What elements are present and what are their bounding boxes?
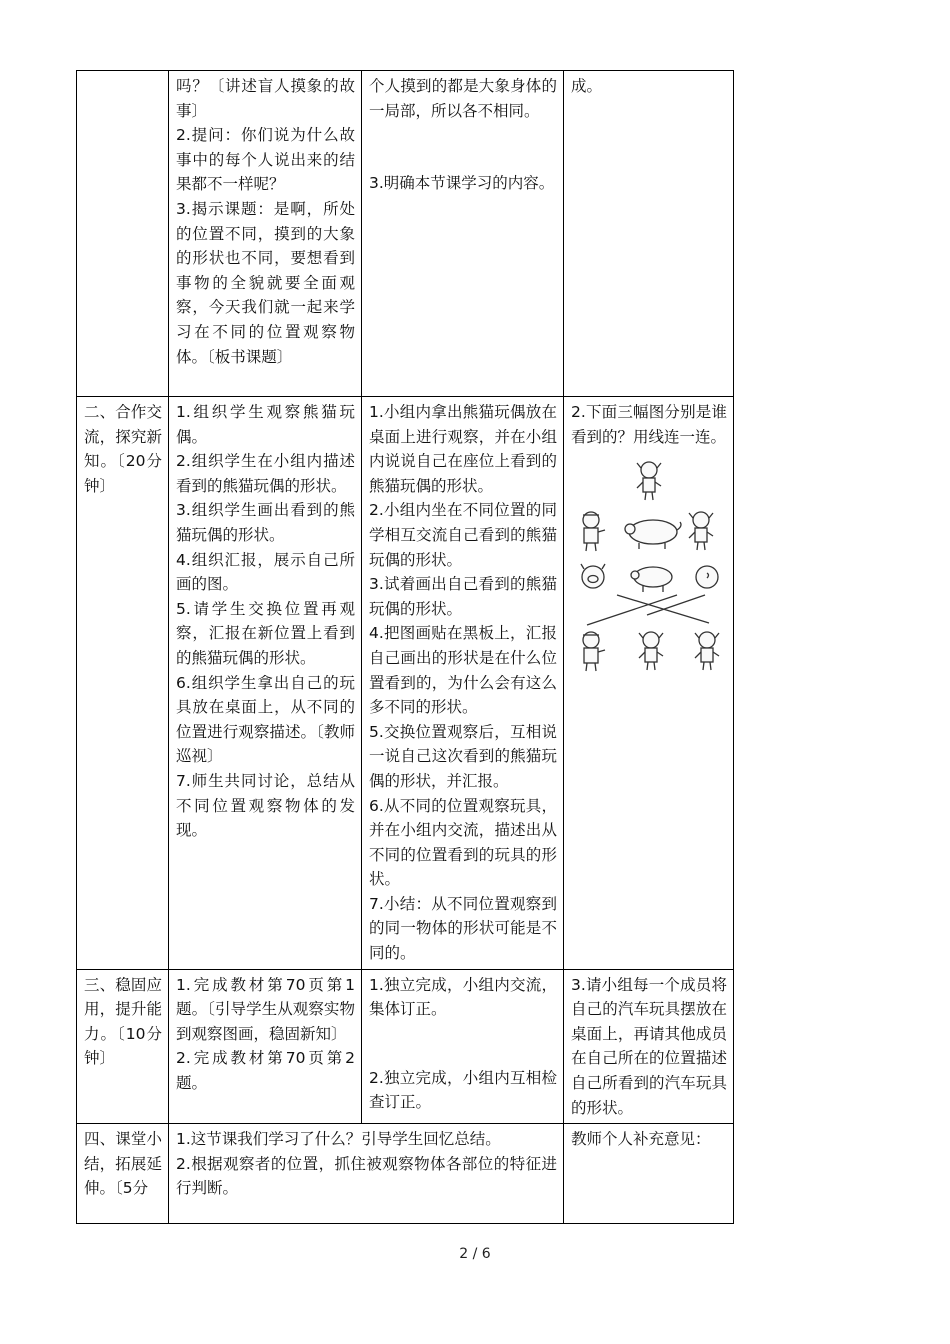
teacher-step: 1.组织学生观察熊猫玩偶。 xyxy=(176,403,355,446)
exercise-cell xyxy=(564,1124,734,1224)
exercise-cell xyxy=(564,397,734,970)
boy-figure-icon xyxy=(583,632,605,671)
boy-figure-icon xyxy=(583,512,605,551)
exercise-cell xyxy=(564,969,734,1124)
teacher-step: 5.请学生交换位置再观察，汇报在新位置上看到的熊猫玩偶的形状。 xyxy=(176,599,355,667)
student-step: 2.独立完成，小组内互相检查订正。 xyxy=(369,1068,557,1112)
student-step: 6.从不同的位置观察玩具，并在小组内交流，描述出从不同的位置看到的玩具的形状。 xyxy=(369,796,557,889)
summary-step: 2.根据观察者的位置，抓住被观察物体各部位的特征进行判断。 xyxy=(176,1154,557,1198)
exercise-text: 2.下面三幅图分别是谁看到的？用线连一连。 xyxy=(571,403,727,446)
stage-cell xyxy=(77,397,169,970)
student-step: 3.明确本节课学习的内容。 xyxy=(369,174,555,193)
teacher-step: 4.组织汇报，展示自己所画的图。 xyxy=(176,550,355,594)
teacher-step: 2.完成教材第70页第2题。 xyxy=(176,1049,355,1093)
teacher-step: 6.组织学生拿出自己的玩具放在桌面上，从不同的位置进行观察描述。〔教师巡视〕 xyxy=(176,673,355,766)
pig-icon xyxy=(625,520,681,549)
teacher-step: 吗？〔讲述盲人摸象的故事〕 xyxy=(176,77,355,120)
student-step: 1.小组内拿出熊猫玩偶放在桌面上进行观察，并在小组内说说自己在座位上看到的熊猫玩偶的形状。 xyxy=(369,403,557,495)
exercise-text: 成。 xyxy=(571,77,603,95)
stage-label: 四、课堂小结，拓展延伸。〔5分 xyxy=(84,1130,162,1198)
matching-line xyxy=(647,595,705,615)
student-activity-cell xyxy=(362,71,564,397)
girl-figure-icon xyxy=(695,632,719,670)
teacher-notes-label: 教师个人补充意见： xyxy=(571,1130,711,1149)
pig-side-view-icon xyxy=(631,567,672,592)
exercise-cell xyxy=(564,71,734,397)
table-row xyxy=(77,71,734,397)
table-row xyxy=(77,1124,734,1224)
girl-figure-icon xyxy=(689,512,713,550)
teacher-activity-cell xyxy=(169,397,362,970)
table-row xyxy=(77,969,734,1124)
stage-label: 三、稳固应用，提升能力。〔10分钟〕 xyxy=(84,975,162,1068)
summary-cell xyxy=(169,1124,564,1224)
student-step: 1.独立完成，小组内交流，集体订正。 xyxy=(369,975,557,1019)
page-number: 2 / 6 xyxy=(459,1246,491,1262)
student-step: 2.小组内坐在不同位置的同学相互交流自己看到的熊猫玩偶的形状。 xyxy=(369,501,557,569)
stage-cell xyxy=(77,1124,169,1224)
stage-label: 二、合作交流，探究新知。〔20分钟〕 xyxy=(84,403,162,495)
student-step: 个人摸到的都是大象身体的一局部，所以各不相同。 xyxy=(369,77,557,120)
stage-cell xyxy=(77,71,169,397)
summary-step: 1.这节课我们学习了什么？引导学生回忆总结。 xyxy=(176,1130,501,1149)
teacher-step: 7.师生共同讨论，总结从不同位置观察物体的发现。 xyxy=(176,771,355,840)
student-activity-cell xyxy=(362,397,564,970)
teacher-step: 3.揭示课题：是啊，所处的位置不同，摸到的大象的形状也不同，要想看到事物的全貌就要全面观察，今天我们就一起来学习在不同的位置观察物体。〔板书课题〕 xyxy=(176,199,355,366)
student-step: 3.试着画出自己看到的熊猫玩偶的形状。 xyxy=(369,575,557,618)
student-activity-cell xyxy=(362,969,564,1124)
teacher-step: 2.提问：你们说为什么故事中的每个人说出来的结果都不一样呢？ xyxy=(176,126,355,194)
lesson-plan-table xyxy=(76,70,734,1224)
student-step: 4.把图画贴在黑板上，汇报自己画出的形状是在什么位置看到的，为什么会有这么多不同的形状。 xyxy=(369,624,557,717)
exercise-text: 3.请小组每一个成员将自己的汽车玩具摆放在桌面上，再请其他成员在自己所在的位置描述自己所看到的汽车玩具的形状。 xyxy=(571,975,727,1117)
girl-figure-icon xyxy=(637,462,661,500)
student-step: 7.小结：从不同位置观察到的同一物体的形状可能是不同的。 xyxy=(369,894,557,963)
student-step: 5.交换位置观察后，互相说一说自己这次看到的熊猫玩偶的形状，并汇报。 xyxy=(369,722,557,790)
matching-exercise-figure xyxy=(577,455,727,675)
stage-cell xyxy=(77,969,169,1124)
table-row xyxy=(77,397,734,970)
pig-front-view-icon xyxy=(581,564,605,588)
teacher-activity-cell xyxy=(169,71,362,397)
teacher-step: 1.完成教材第70页第1题。〔引导学生从观察实物到观察图画，稳固新知〕 xyxy=(176,975,355,1043)
pig-back-view-icon xyxy=(696,566,718,588)
teacher-activity-cell xyxy=(169,969,362,1124)
teacher-step: 3.组织学生画出看到的熊猫玩偶的形状。 xyxy=(176,501,355,544)
girl-figure-icon xyxy=(639,632,663,670)
teacher-step: 2.组织学生在小组内描述看到的熊猫玩偶的形状。 xyxy=(176,452,355,495)
